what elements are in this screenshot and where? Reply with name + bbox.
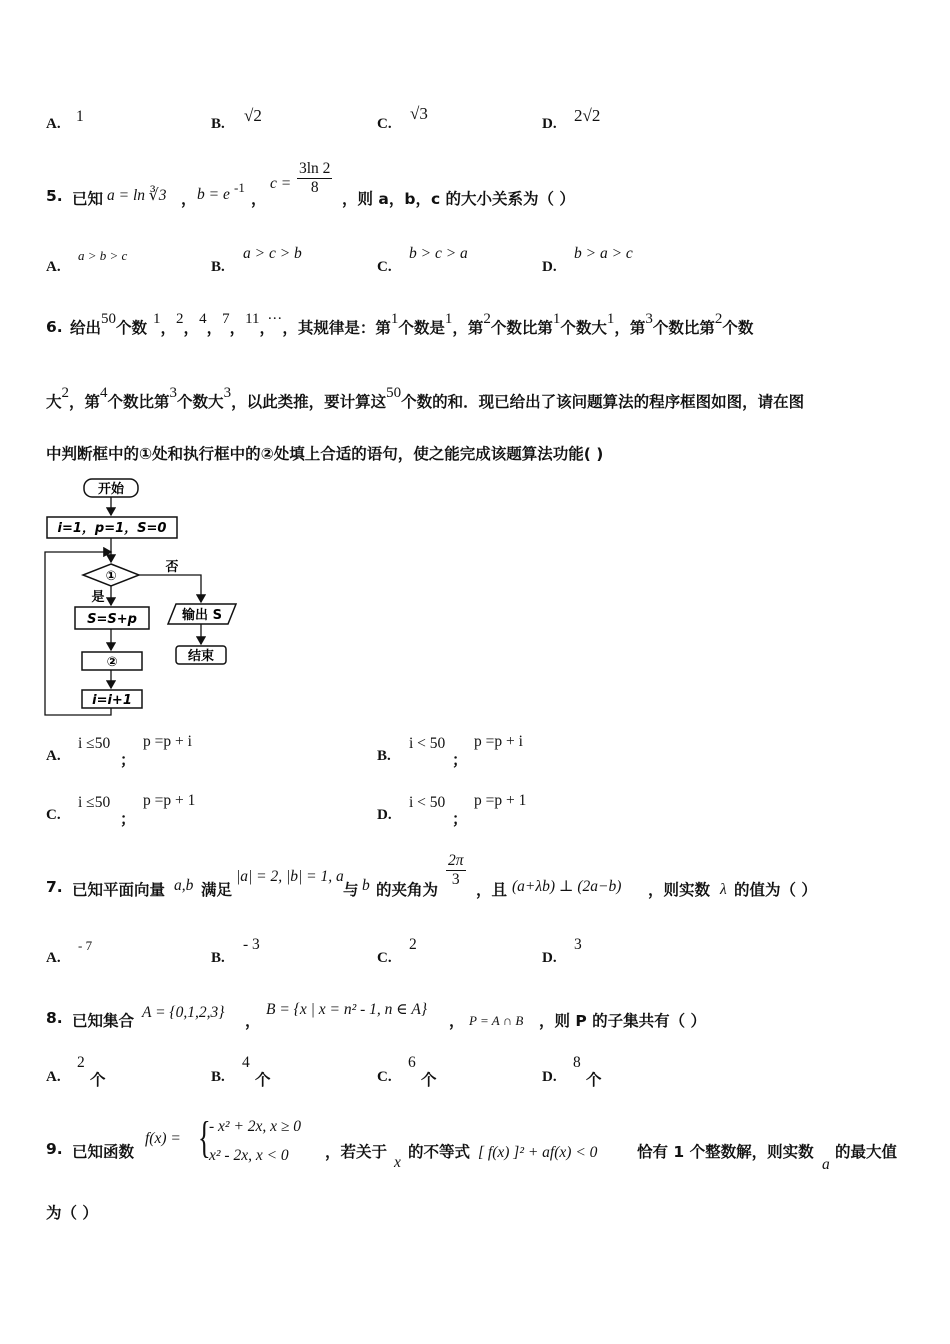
q6-text: ，: [259, 319, 268, 337]
q8-option-d-unit: 个: [586, 1071, 602, 1089]
flow-no-label: 否: [165, 560, 179, 575]
q6-text: 个数大: [560, 319, 607, 337]
q8-option-a-unit: 个: [90, 1071, 106, 1089]
q7-option-c-label: C.: [377, 950, 392, 966]
q9-var-x: x: [394, 1154, 401, 1171]
q7-mid5: ，则实数: [648, 881, 711, 899]
q6-text: 个数是: [398, 319, 445, 337]
q8-option-c-value: 6: [408, 1054, 416, 1071]
q6-num: 11: [245, 311, 260, 327]
flow-assign-text: S=S+p: [87, 612, 137, 627]
q9-brace: {: [198, 1113, 211, 1162]
q8-set-a: A = {0,1,2,3}: [142, 1004, 225, 1021]
q7-option-b-label: B.: [211, 950, 225, 966]
q6-option-b-sep: ；: [452, 751, 468, 769]
q7-angle-den: 3: [451, 871, 460, 888]
q6-line2: [46, 385, 805, 413]
q6-ellipsis: ···: [267, 311, 283, 327]
q6-num: 1: [153, 311, 161, 327]
q7-mid4: ，且: [476, 881, 508, 899]
q6-num: 3: [169, 385, 178, 401]
q6-option-d-label: D.: [377, 807, 392, 823]
q9-mid3: 恰有 1 个整数解，则实数: [637, 1143, 814, 1161]
q6-num: 4: [100, 385, 108, 401]
q7-suffix: 的值为（ ）: [734, 881, 817, 899]
q8-sep2: ，: [449, 1012, 465, 1030]
q7-option-a-value: - 7: [78, 938, 93, 953]
flow-output-text: 输出 S: [182, 608, 222, 623]
q6-num: 7: [222, 311, 230, 327]
q9-case2: x² - 2x, x < 0: [209, 1147, 289, 1164]
q8-number: 8.: [46, 1009, 63, 1027]
q4-option-c-label: C.: [377, 116, 392, 132]
q6-num: 2: [176, 311, 184, 327]
q7-option-a-label: A.: [46, 950, 61, 966]
q5-b-sup: -1: [234, 180, 245, 195]
q9-mid4: 的最大值: [835, 1143, 898, 1161]
q5-option-d-value: b > a > c: [574, 245, 633, 262]
q5-c-numerator: 3ln 2: [299, 160, 331, 177]
q6-num: 2: [483, 311, 491, 327]
q5-number: 5.: [46, 187, 63, 205]
q6-option-d-stmt: p =p + 1: [474, 792, 527, 809]
q5-sep1: ，: [181, 190, 197, 208]
q6-num: 50: [386, 385, 402, 401]
q4-option-a-label: A.: [46, 116, 61, 132]
q6-option-b-label: B.: [377, 748, 391, 764]
q7-option-d-label: D.: [542, 950, 557, 966]
q4-option-a-value: 1: [76, 108, 84, 125]
q6-option-b-cond: i < 50: [409, 735, 446, 752]
q8-option-a-label: A.: [46, 1069, 61, 1085]
q8-option-a-value: 2: [77, 1054, 85, 1071]
q6-text: 个数: [116, 319, 148, 337]
q8-set-b: B = {x | x = n² - 1, n ∈ A}: [266, 1001, 428, 1018]
q6-num: 1: [606, 311, 615, 327]
q4-option-b-label: B.: [211, 116, 225, 132]
q6-text: ，第: [69, 393, 101, 411]
q7-cond: |a| = 2, |b| = 1, a: [236, 868, 344, 885]
q7-option-d-value: 3: [574, 936, 582, 953]
q8-option-b-label: B.: [211, 1069, 225, 1085]
q8-option-d-label: D.: [542, 1069, 557, 1085]
q5-option-b-label: B.: [211, 259, 225, 275]
q5-prefix: 已知: [72, 190, 104, 208]
q7-option-c-value: 2: [409, 936, 417, 953]
q9-mid1: ，若关于: [325, 1143, 388, 1161]
flow-init-text: i=1，p=1，S=0: [57, 521, 167, 536]
q6-option-c-cond: i ≤50: [78, 794, 111, 811]
q7-mid2: 与: [343, 881, 359, 899]
q5-option-a-value: a > b > c: [78, 248, 128, 263]
q5-a-expr: a = ln ∛3: [107, 187, 167, 204]
q6-option-a-sep: ；: [120, 751, 136, 769]
q6-num: 2: [61, 385, 70, 401]
q6-option-c-sep: ；: [120, 810, 136, 828]
q6-text: ，: [160, 319, 177, 337]
q7-angle-num: 2π: [448, 852, 464, 869]
q8-option-b-value: 4: [242, 1054, 250, 1071]
q9-number: 9.: [46, 1140, 63, 1158]
q5-c-frac: [297, 160, 332, 197]
q6-num: 50: [101, 311, 117, 327]
q4-option-b-value: √2: [244, 106, 262, 125]
q6-num: 4: [199, 311, 207, 327]
q5-option-c-label: C.: [377, 259, 392, 275]
q5-sep2: ，: [251, 190, 267, 208]
flow-incr-text: i=i+1: [92, 693, 132, 708]
q5-b-expr: b = e: [197, 186, 230, 203]
q7-perp: (a+λb) ⊥ (2a−b): [512, 878, 622, 895]
q8-option-b-unit: 个: [255, 1071, 271, 1089]
flow-yes-label: 是: [91, 590, 105, 605]
q8-prefix: 已知集合: [72, 1012, 135, 1030]
q6-option-c-stmt: p =p + 1: [143, 792, 196, 809]
q6-num: 2: [714, 311, 723, 327]
q6-text: ，第: [452, 319, 484, 337]
q7-option-b-value: - 3: [243, 936, 260, 953]
q6-text: ，: [229, 319, 246, 337]
q5-c-lhs: c =: [270, 175, 292, 192]
q6-num: 1: [552, 311, 561, 327]
q6-line1: [70, 311, 754, 339]
q6-text: 个数比第: [652, 319, 715, 337]
q5-option-a-label: A.: [46, 259, 61, 275]
q9-prefix: 已知函数: [72, 1143, 135, 1161]
q6-num: 1: [444, 311, 453, 327]
q6-text: 个数比第: [107, 393, 170, 411]
q8-option-c-unit: 个: [421, 1071, 437, 1089]
q7-angle-frac: [446, 852, 466, 889]
q6-number: 6.: [46, 318, 63, 336]
q6-text: 个数比第: [490, 319, 553, 337]
q7-number: 7.: [46, 878, 63, 896]
q4-option-d-value: 2√2: [574, 106, 601, 125]
q6-text: ，: [183, 319, 200, 337]
q9-ineq: [ f(x) ]² + af(x) < 0: [478, 1144, 598, 1161]
q9-fx: f(x) =: [145, 1130, 181, 1147]
q7-vb: b: [362, 877, 370, 894]
q5-option-c-value: b > c > a: [409, 245, 468, 262]
q6-option-b-stmt: p =p + i: [474, 733, 523, 750]
q6-text: ，: [206, 319, 223, 337]
q8-option-c-label: C.: [377, 1069, 392, 1085]
q6-text: 个数的和．现已给出了该问题算法的程序框图如图，请在图: [401, 393, 805, 411]
q6-option-c-label: C.: [46, 807, 61, 823]
flow-arrow: [139, 575, 201, 602]
q5-option-d-label: D.: [542, 259, 557, 275]
q6-text: ，第: [614, 319, 646, 337]
flow-decision-text: ①: [105, 569, 117, 584]
q9-var-a: a: [822, 1156, 830, 1173]
flow-step2-text: ②: [106, 655, 118, 670]
q7-mid3: 的夹角为: [376, 881, 439, 899]
q6-option-d-sep: ；: [452, 810, 468, 828]
q7-mid1: 满足: [201, 881, 233, 899]
q6-option-a-stmt: p =p + i: [143, 733, 192, 750]
q6-text: 大: [46, 393, 62, 411]
q5-c-denominator: 8: [310, 179, 319, 196]
q6-num: 3: [223, 385, 232, 401]
flow-start-text: 开始: [97, 482, 125, 497]
q6-line3: 中判断框中的①处和执行框中的②处填上合适的语句，使之能完成该题算法功能( ): [46, 445, 604, 463]
q4-option-d-label: D.: [542, 116, 557, 132]
q5-suffix: ，则 a，b，c 的大小关系为（ ）: [342, 190, 575, 208]
q5-option-b-value: a > c > b: [243, 245, 302, 262]
q6-text: 个数大: [177, 393, 224, 411]
q6-option-a-cond: i ≤50: [78, 735, 111, 752]
q7-prefix: 已知平面向量: [72, 881, 166, 899]
q8-suffix: ，则 P 的子集共有（ ）: [539, 1012, 707, 1030]
q6-text: 给出: [70, 319, 102, 337]
q6-text: 个数: [722, 319, 754, 337]
q9-mid2: 的不等式: [408, 1143, 471, 1161]
q7-vecs: a,b: [174, 877, 194, 894]
q6-text: ，以此类推，要计算这: [231, 393, 387, 411]
q6-flowchart: [40, 474, 245, 724]
q8-set-p: P = A ∩ B: [469, 1013, 524, 1028]
q9-case1: - x² + 2x, x ≥ 0: [209, 1118, 302, 1135]
q9-line2: 为（ ）: [46, 1204, 98, 1222]
flow-end-text: 结束: [187, 649, 215, 664]
q8-option-d-value: 8: [573, 1054, 581, 1071]
q6-option-d-cond: i < 50: [409, 794, 446, 811]
q6-text: ，其规律是：第: [282, 319, 391, 337]
q8-sep: ，: [245, 1012, 261, 1030]
q7-lambda: λ: [720, 881, 727, 898]
q6-num: 3: [645, 311, 653, 327]
q4-option-c-value: √3: [410, 104, 428, 123]
q6-num: 1: [390, 311, 399, 327]
q6-option-a-label: A.: [46, 748, 61, 764]
